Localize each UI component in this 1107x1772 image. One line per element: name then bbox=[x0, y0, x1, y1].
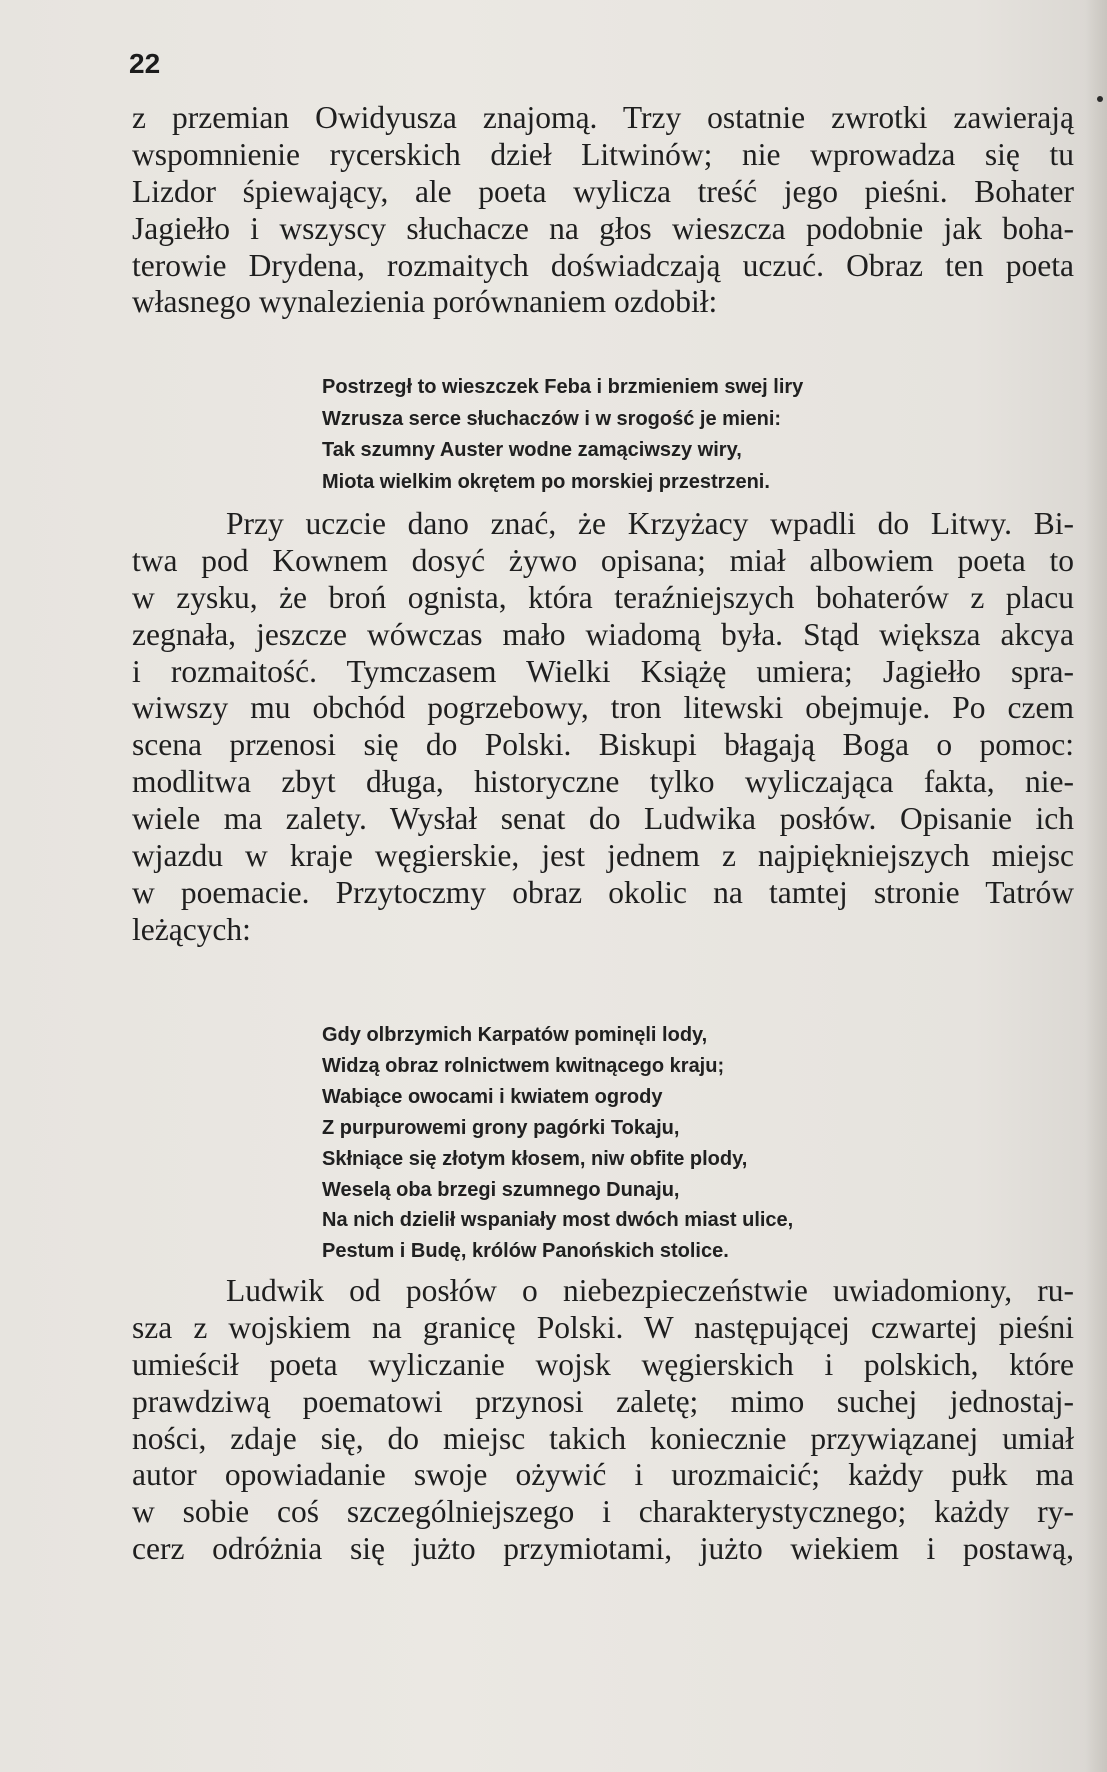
verse-line: Gdy olbrzymich Karpatów pominęli lody, bbox=[322, 1024, 708, 1046]
text-line: Lizdor śpiewający, ale poeta wylicza treść jego pieśni. Bohater bbox=[132, 173, 1074, 209]
text-line: z przemian Owidyusza znajomą. Trzy ostatnie zwrotki zawierają bbox=[132, 100, 1074, 135]
ink-speck bbox=[1097, 96, 1103, 102]
verse-line: Widzą obraz rolnictwem kwitnącego kraju; bbox=[322, 1054, 725, 1077]
verse-line: Wabiące owocami i kwiatem ogrody bbox=[322, 1085, 663, 1108]
paragraph-2 bbox=[132, 506, 1074, 949]
text-line: scena przenosi się do Polski. Biskupi błagają Boga o pomoc: bbox=[132, 727, 1074, 763]
text-line: twa pod Kownem dosyć żywo opisana; miał albowiem poeta to bbox=[132, 542, 1074, 578]
page-edge-shadow bbox=[1085, 0, 1107, 1772]
text-line: w poemacie. Przytoczmy obraz okolic na tamtej stronie Tatrów bbox=[132, 874, 1074, 910]
verse-line: Z purpurowemi grony pagórki Tokaju, bbox=[322, 1116, 680, 1139]
text-line: w sobie coś szczególniejszego i charakterystycznego; każdy ry- bbox=[132, 1494, 1074, 1530]
text-line: zegnała, jeszcze wówczas mało wiadomą była. Stąd większa akcya bbox=[132, 616, 1074, 652]
text-line: prawdziwą poematowi przynosi zaletę; mimo suchej jednostaj- bbox=[132, 1383, 1074, 1419]
verse-line: Skłniące się złotym kłosem, niw obfite plody, bbox=[322, 1147, 748, 1170]
text-line: leżących: bbox=[132, 911, 251, 947]
verse-quote-1 bbox=[322, 372, 803, 499]
verse-line: Na nich dzielił wspaniały most dwóch miast ulice, bbox=[322, 1209, 794, 1232]
verse-line: Wzrusza serce słuchaczów i w srogość je mieni: bbox=[322, 407, 782, 430]
text-line: ności, zdaje się, do miejsc takich koniecznie przywiązanej umiał bbox=[132, 1420, 1074, 1456]
verse-line: Pestum i Budę, królów Panońskich stolice. bbox=[322, 1240, 729, 1263]
text-line: wiwszy mu obchód pogrzebowy, tron litewski obejmuje. Po czem bbox=[132, 690, 1074, 726]
paragraph-3 bbox=[132, 1273, 1074, 1568]
text-line: Jagiełło i wszyscy słuchacze na głos wieszcza podobnie jak boha- bbox=[132, 210, 1074, 246]
text-line: wspomnienie rycerskich dzieł Litwinów; nie wprowadza się tu bbox=[132, 136, 1074, 172]
text-line: wiele ma zalety. Wysłał senat do Ludwika posłów. Opisanie ich bbox=[132, 801, 1074, 837]
text-line: sza z wojskiem na granicę Polski. W następującej czwartej pieśni bbox=[132, 1309, 1074, 1345]
text-line: autor opowiadanie swoje ożywić i urozmaicić; każdy pułk ma bbox=[132, 1457, 1074, 1493]
text-line: w zysku, że broń ognista, która teraźniejszych bohaterów z placu bbox=[132, 579, 1074, 615]
verse-line: Miota wielkim okrętem po morskiej przestrzeni. bbox=[322, 471, 770, 494]
verse-line: Postrzegł to wieszczek Feba i brzmieniem swej liry bbox=[322, 376, 804, 398]
text-line: własnego wynalezienia porównaniem ozdobił: bbox=[132, 284, 718, 320]
verse-line: Weselą oba brzegi szumnego Dunaju, bbox=[322, 1178, 680, 1201]
text-line: wjazdu w kraje węgierskie, jest jednem z najpiękniejszych miejsc bbox=[132, 838, 1074, 874]
verse-quote-2 bbox=[322, 1020, 793, 1267]
text-line: terowie Drydena, rozmaitych doświadczają uczuć. Obraz ten poeta bbox=[132, 247, 1074, 283]
text-line: i rozmaitość. Tymczasem Wielki Książę umiera; Jagiełło spra- bbox=[132, 653, 1074, 689]
text-line: Przy uczcie dano znać, że Krzyżacy wpadli do Litwy. Bi- bbox=[226, 506, 1074, 541]
text-line: cerz odróżnia się jużto przymiotami, jużto wiekiem i postawą, bbox=[132, 1531, 1074, 1567]
verse-line: Tak szumny Auster wodne zamąciwszy wiry, bbox=[322, 439, 742, 462]
text-line: Ludwik od posłów o niebezpieczeństwie uwiadomiony, ru- bbox=[226, 1273, 1074, 1308]
paragraph-1 bbox=[132, 100, 1074, 321]
page-number: 22 bbox=[129, 48, 161, 79]
text-line: modlitwa zbyt długa, historyczne tylko wyliczająca fakta, nie- bbox=[132, 764, 1074, 800]
text-line: umieścił poeta wyliczanie wojsk węgierskich i polskich, które bbox=[132, 1346, 1074, 1382]
